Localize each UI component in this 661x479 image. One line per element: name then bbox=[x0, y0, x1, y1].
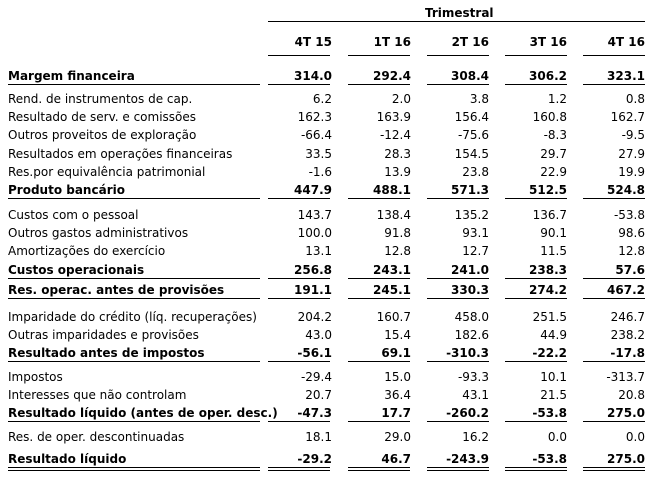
table-cell: 241.0 bbox=[451, 263, 489, 277]
row-rule bbox=[505, 361, 567, 362]
row-rule bbox=[348, 298, 410, 299]
table-cell: 292.4 bbox=[373, 69, 411, 83]
table-cell: 306.2 bbox=[529, 69, 567, 83]
table-cell: -53.8 bbox=[613, 208, 645, 222]
table-cell: 43.1 bbox=[462, 388, 489, 402]
table-cell: 2.0 bbox=[391, 92, 411, 106]
table-cell: 23.8 bbox=[462, 165, 489, 179]
table-cell: 323.1 bbox=[607, 69, 645, 83]
row-rule bbox=[268, 467, 330, 468]
row-rule bbox=[8, 421, 260, 422]
table-cell: 19.9 bbox=[618, 165, 645, 179]
row-rule bbox=[505, 278, 567, 279]
table-cell: 136.7 bbox=[532, 208, 567, 222]
row-label: Rend. de instrumentos de cap. bbox=[8, 92, 193, 106]
row-rule bbox=[583, 198, 645, 199]
header-rule bbox=[583, 55, 645, 56]
row-rule bbox=[268, 361, 330, 362]
row-rule bbox=[505, 421, 567, 422]
table-cell: 447.9 bbox=[294, 183, 332, 197]
row-double-rule bbox=[427, 470, 489, 471]
table-cell: 90.1 bbox=[540, 226, 567, 240]
table-cell: 524.8 bbox=[607, 183, 645, 197]
table-cell: 36.4 bbox=[384, 388, 411, 402]
table-cell: 246.7 bbox=[610, 310, 645, 324]
table-cell: 6.2 bbox=[312, 92, 332, 106]
table-cell: 0.8 bbox=[625, 92, 645, 106]
table-cell: 15.4 bbox=[384, 328, 411, 342]
row-label: Resultado líquido bbox=[8, 452, 127, 466]
table-cell: 162.7 bbox=[610, 110, 645, 124]
period-header: 4T 15 bbox=[294, 35, 332, 49]
header-rule bbox=[268, 55, 330, 56]
period-header: 4T 16 bbox=[607, 35, 645, 49]
row-label: Impostos bbox=[8, 370, 63, 384]
table-cell: 238.3 bbox=[529, 263, 567, 277]
row-rule bbox=[583, 467, 645, 468]
table-cell: -47.3 bbox=[297, 406, 332, 420]
table-cell: 98.6 bbox=[618, 226, 645, 240]
header-rule bbox=[427, 55, 489, 56]
row-rule bbox=[505, 467, 567, 468]
row-rule bbox=[8, 361, 260, 362]
table-cell: 488.1 bbox=[373, 183, 411, 197]
table-cell: -313.7 bbox=[606, 370, 645, 384]
table-cell: 512.5 bbox=[529, 183, 567, 197]
row-label: Custos operacionais bbox=[8, 263, 145, 277]
row-rule bbox=[348, 467, 410, 468]
row-rule bbox=[583, 361, 645, 362]
table-cell: 33.5 bbox=[305, 147, 332, 161]
row-label: Resultado de serv. e comissões bbox=[8, 110, 197, 124]
table-cell: 44.9 bbox=[540, 328, 567, 342]
table-cell: 15.0 bbox=[384, 370, 411, 384]
row-rule bbox=[8, 298, 260, 299]
table-cell: -29.4 bbox=[300, 370, 332, 384]
row-label: Amortizações do exercício bbox=[8, 244, 166, 258]
header-rule bbox=[505, 55, 567, 56]
table-cell: 251.5 bbox=[532, 310, 567, 324]
table-cell: 243.1 bbox=[373, 263, 411, 277]
row-rule bbox=[348, 421, 410, 422]
table-cell: 156.4 bbox=[454, 110, 489, 124]
row-rule bbox=[505, 198, 567, 199]
table-cell: 571.3 bbox=[451, 183, 489, 197]
table-cell: -12.4 bbox=[379, 128, 411, 142]
table-cell: 91.8 bbox=[384, 226, 411, 240]
table-cell: 1.2 bbox=[547, 92, 567, 106]
row-rule bbox=[583, 421, 645, 422]
row-rule bbox=[583, 278, 645, 279]
row-double-rule bbox=[8, 470, 260, 471]
row-label: Res.por equivalência patrimonial bbox=[8, 165, 206, 179]
group-title-rule bbox=[268, 21, 645, 22]
table-cell: 191.1 bbox=[294, 283, 332, 297]
row-rule bbox=[505, 84, 567, 85]
row-label: Res. de oper. descontinuadas bbox=[8, 430, 185, 444]
table-cell: 204.2 bbox=[297, 310, 332, 324]
table-cell: -66.4 bbox=[300, 128, 332, 142]
table-cell: 135.2 bbox=[454, 208, 489, 222]
table-cell: 69.1 bbox=[381, 346, 411, 360]
row-label: Resultados em operações financeiras bbox=[8, 147, 233, 161]
row-rule bbox=[583, 298, 645, 299]
row-rule bbox=[348, 278, 410, 279]
table-cell: 20.7 bbox=[305, 388, 332, 402]
table-cell: -1.6 bbox=[308, 165, 332, 179]
period-header: 2T 16 bbox=[451, 35, 489, 49]
table-cell: -8.3 bbox=[543, 128, 567, 142]
table-cell: 458.0 bbox=[454, 310, 489, 324]
table-cell: 12.8 bbox=[384, 244, 411, 258]
table-cell: 467.2 bbox=[607, 283, 645, 297]
table-cell: 12.8 bbox=[618, 244, 645, 258]
table-cell: 275.0 bbox=[607, 406, 645, 420]
table-cell: 245.1 bbox=[373, 283, 411, 297]
row-label: Margem financeira bbox=[8, 69, 135, 83]
row-rule bbox=[268, 84, 330, 85]
table-cell: 274.2 bbox=[529, 283, 567, 297]
table-cell: 238.2 bbox=[610, 328, 645, 342]
row-label: Custos com o pessoal bbox=[8, 208, 139, 222]
table-cell: 160.8 bbox=[532, 110, 567, 124]
table-cell: 27.9 bbox=[618, 147, 645, 161]
row-rule bbox=[268, 298, 330, 299]
table-cell: 13.1 bbox=[305, 244, 332, 258]
table-cell: -53.8 bbox=[532, 452, 567, 466]
table-cell: 16.2 bbox=[462, 430, 489, 444]
table-cell: 256.8 bbox=[294, 263, 332, 277]
table-cell: -56.1 bbox=[297, 346, 332, 360]
table-cell: 29.0 bbox=[384, 430, 411, 444]
table-cell: 162.3 bbox=[297, 110, 332, 124]
row-double-rule bbox=[505, 470, 567, 471]
row-label: Interesses que não controlam bbox=[8, 388, 187, 402]
table-cell: 275.0 bbox=[607, 452, 645, 466]
row-rule bbox=[268, 421, 330, 422]
row-double-rule bbox=[348, 470, 410, 471]
table-cell: 10.1 bbox=[540, 370, 567, 384]
table-cell: 160.7 bbox=[376, 310, 411, 324]
table-cell: 13.9 bbox=[384, 165, 411, 179]
table-cell: 163.9 bbox=[376, 110, 411, 124]
row-rule bbox=[427, 421, 489, 422]
row-label: Imparidade do crédito (líq. recuperações) bbox=[8, 310, 257, 324]
table-cell: 46.7 bbox=[381, 452, 411, 466]
row-label: Outros proveitos de exploração bbox=[8, 128, 197, 142]
table-cell: 138.4 bbox=[376, 208, 411, 222]
row-label: Resultado antes de impostos bbox=[8, 346, 205, 360]
row-rule bbox=[268, 278, 330, 279]
table-cell: 29.7 bbox=[540, 147, 567, 161]
table-cell: 330.3 bbox=[451, 283, 489, 297]
table-cell: -22.2 bbox=[532, 346, 567, 360]
period-header: 1T 16 bbox=[373, 35, 411, 49]
row-rule bbox=[348, 198, 410, 199]
row-label: Resultado líquido (antes de oper. desc.) bbox=[8, 406, 278, 420]
row-label: Outros gastos administrativos bbox=[8, 226, 189, 240]
table-cell: -29.2 bbox=[297, 452, 332, 466]
row-rule bbox=[583, 84, 645, 85]
row-rule bbox=[348, 361, 410, 362]
row-rule bbox=[505, 298, 567, 299]
row-rule bbox=[427, 467, 489, 468]
header-rule bbox=[348, 55, 410, 56]
table-cell: 57.6 bbox=[615, 263, 645, 277]
row-label: Outras imparidades e provisões bbox=[8, 328, 199, 342]
table-cell: 308.4 bbox=[451, 69, 489, 83]
table-cell: 12.7 bbox=[462, 244, 489, 258]
period-header: 3T 16 bbox=[529, 35, 567, 49]
table-cell: 143.7 bbox=[297, 208, 332, 222]
row-rule bbox=[427, 84, 489, 85]
row-label: Res. operac. antes de provisões bbox=[8, 283, 225, 297]
table-cell: -310.3 bbox=[446, 346, 489, 360]
table-cell: 17.7 bbox=[381, 406, 411, 420]
table-cell: -93.3 bbox=[457, 370, 489, 384]
table-cell: 11.5 bbox=[540, 244, 567, 258]
row-rule bbox=[8, 278, 260, 279]
table-cell: 22.9 bbox=[540, 165, 567, 179]
table-cell: 43.0 bbox=[305, 328, 332, 342]
table-cell: -53.8 bbox=[532, 406, 567, 420]
row-rule bbox=[427, 198, 489, 199]
table-cell: 0.0 bbox=[547, 430, 567, 444]
row-rule bbox=[268, 198, 330, 199]
row-rule bbox=[8, 467, 260, 468]
row-rule bbox=[348, 84, 410, 85]
row-rule bbox=[8, 198, 260, 199]
table-cell: 182.6 bbox=[454, 328, 489, 342]
row-rule bbox=[8, 84, 260, 85]
table-cell: 100.0 bbox=[297, 226, 332, 240]
table-cell: 20.8 bbox=[618, 388, 645, 402]
row-rule bbox=[427, 361, 489, 362]
row-rule bbox=[427, 298, 489, 299]
table-cell: 93.1 bbox=[462, 226, 489, 240]
row-double-rule bbox=[583, 470, 645, 471]
row-rule bbox=[427, 278, 489, 279]
table-cell: 0.0 bbox=[625, 430, 645, 444]
table-cell: -75.6 bbox=[457, 128, 489, 142]
table-cell: 28.3 bbox=[384, 147, 411, 161]
table-cell: -17.8 bbox=[610, 346, 645, 360]
table-cell: 314.0 bbox=[294, 69, 332, 83]
table-cell: -243.9 bbox=[446, 452, 489, 466]
table-cell: 3.8 bbox=[469, 92, 489, 106]
table-cell: 18.1 bbox=[305, 430, 332, 444]
table-cell: 21.5 bbox=[540, 388, 567, 402]
group-title: Trimestral bbox=[425, 6, 494, 20]
table-cell: -9.5 bbox=[621, 128, 645, 142]
row-double-rule bbox=[268, 470, 330, 471]
table-cell: -260.2 bbox=[446, 406, 489, 420]
row-label: Produto bancário bbox=[8, 183, 125, 197]
table-cell: 154.5 bbox=[454, 147, 489, 161]
